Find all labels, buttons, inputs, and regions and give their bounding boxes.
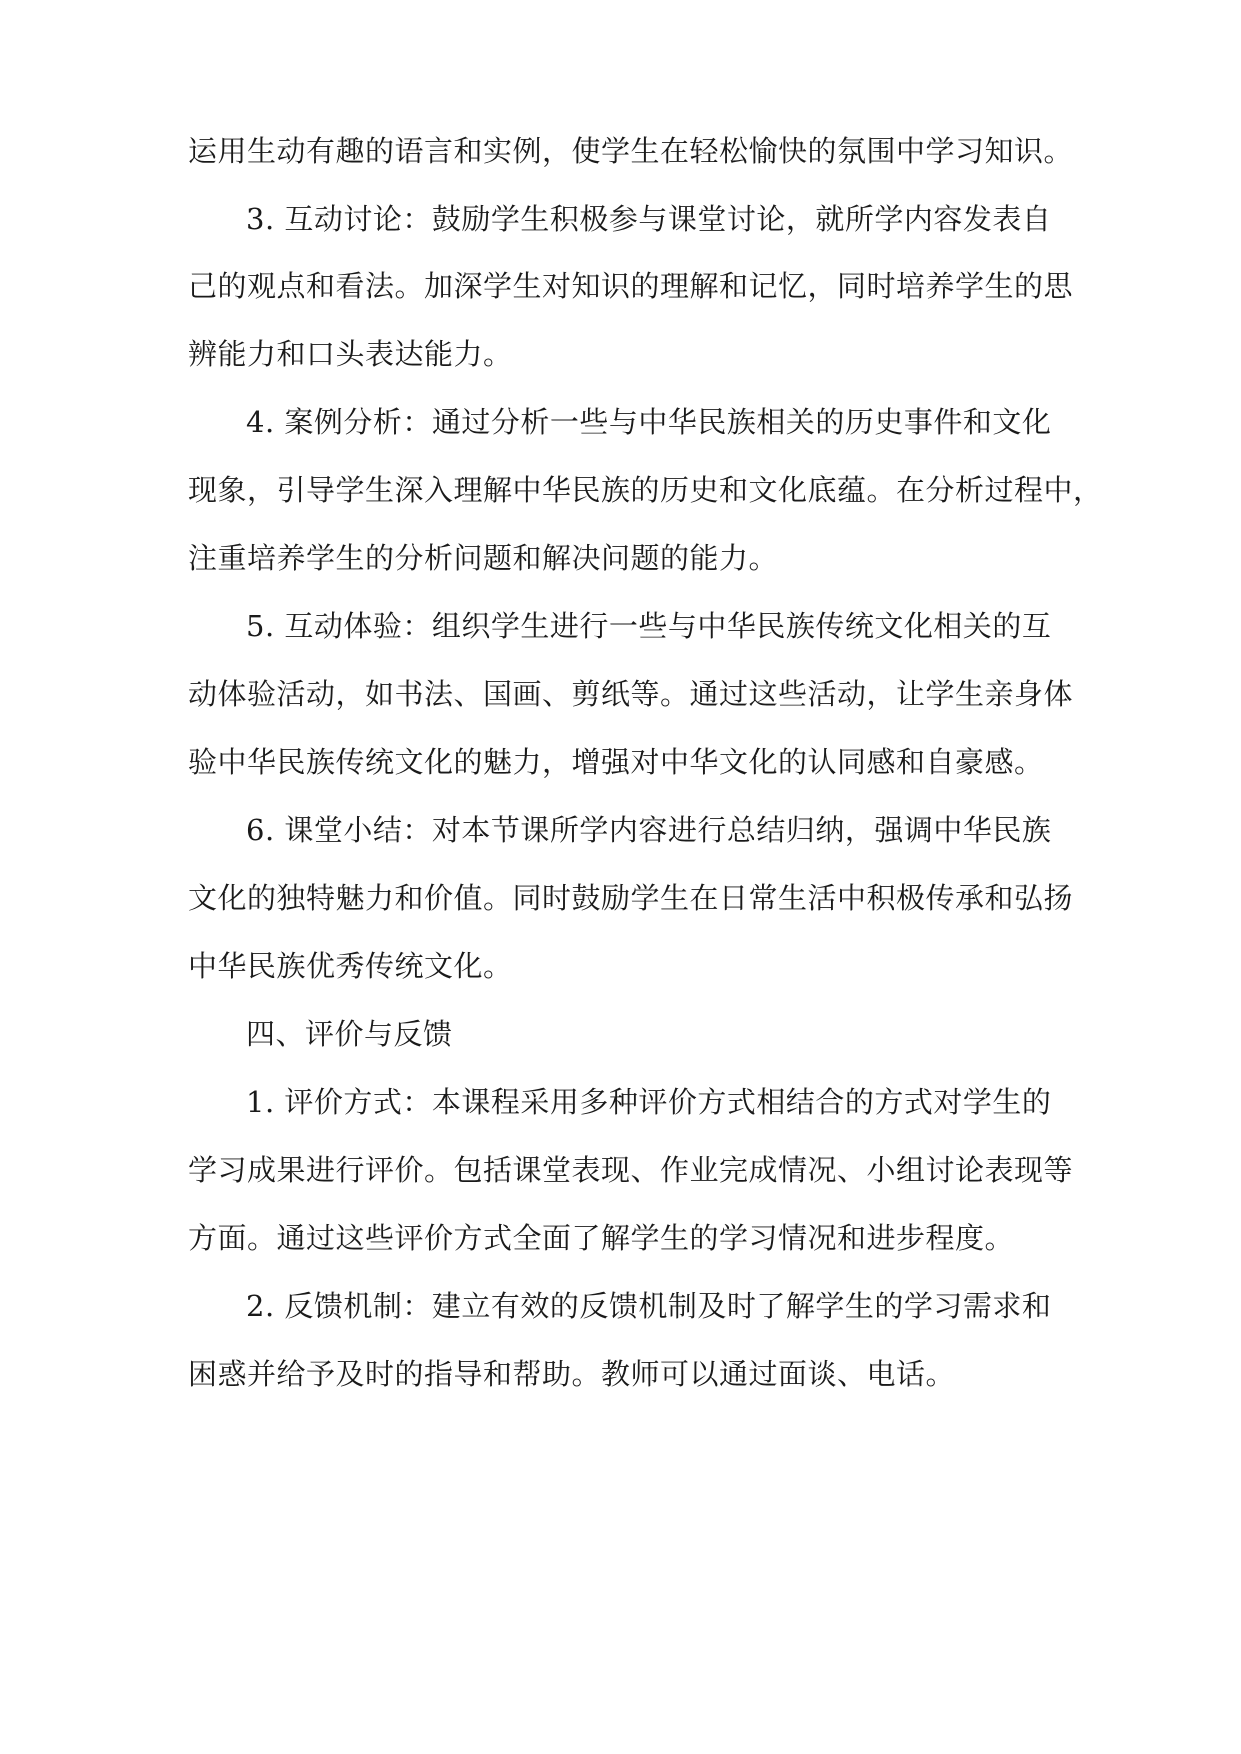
text-line: 文化的独特魅力和价值。同时鼓励学生在日常生活中积极传承和弘扬 <box>188 881 1074 915</box>
text-line: 注重培养学生的分析问题和解决问题的能力。 <box>188 541 779 575</box>
text-line: 方面。通过这些评价方式全面了解学生的学习情况和进步程度。 <box>188 1221 1015 1255</box>
text-line: 学习成果进行评价。包括课堂表现、作业完成情况、小组讨论表现等 <box>188 1153 1074 1187</box>
text-line: 现象，引导学生深入理解中华民族的历史和文化底蕴。在分析过程中， <box>188 473 1103 507</box>
text-line: 运用生动有趣的语言和实例，使学生在轻松愉快的氛围中学习知识。 <box>188 134 1074 168</box>
text-line: 己的观点和看法。加深学生对知识的理解和记忆，同时培养学生的思 <box>188 269 1074 303</box>
text-line: 困惑并给予及时的指导和帮助。教师可以通过面谈、电话。 <box>188 1357 956 1391</box>
text-line: 验中华民族传统文化的魅力，增强对中华文化的认同感和自豪感。 <box>188 745 1044 779</box>
text-line: 5. 互动体验：组织学生进行一些与中华民族传统文化相关的互 <box>246 609 1052 643</box>
text-line: 2. 反馈机制：建立有效的反馈机制及时了解学生的学习需求和 <box>246 1289 1052 1323</box>
text-line: 辨能力和口头表达能力。 <box>188 337 513 371</box>
text-line: 中华民族优秀传统文化。 <box>188 949 513 983</box>
text-line: 4. 案例分析：通过分析一些与中华民族相关的历史事件和文化 <box>246 405 1052 439</box>
text-line: 1. 评价方式：本课程采用多种评价方式相结合的方式对学生的 <box>246 1085 1052 1119</box>
text-line: 6. 课堂小结：对本节课所学内容进行总结归纳，强调中华民族 <box>246 813 1052 847</box>
text-line: 3. 互动讨论：鼓励学生积极参与课堂讨论，就所学内容发表自 <box>246 202 1052 236</box>
text-line: 动体验活动，如书法、国画、剪纸等。通过这些活动，让学生亲身体 <box>188 677 1074 711</box>
section-heading: 四、评价与反馈 <box>246 1017 453 1051</box>
